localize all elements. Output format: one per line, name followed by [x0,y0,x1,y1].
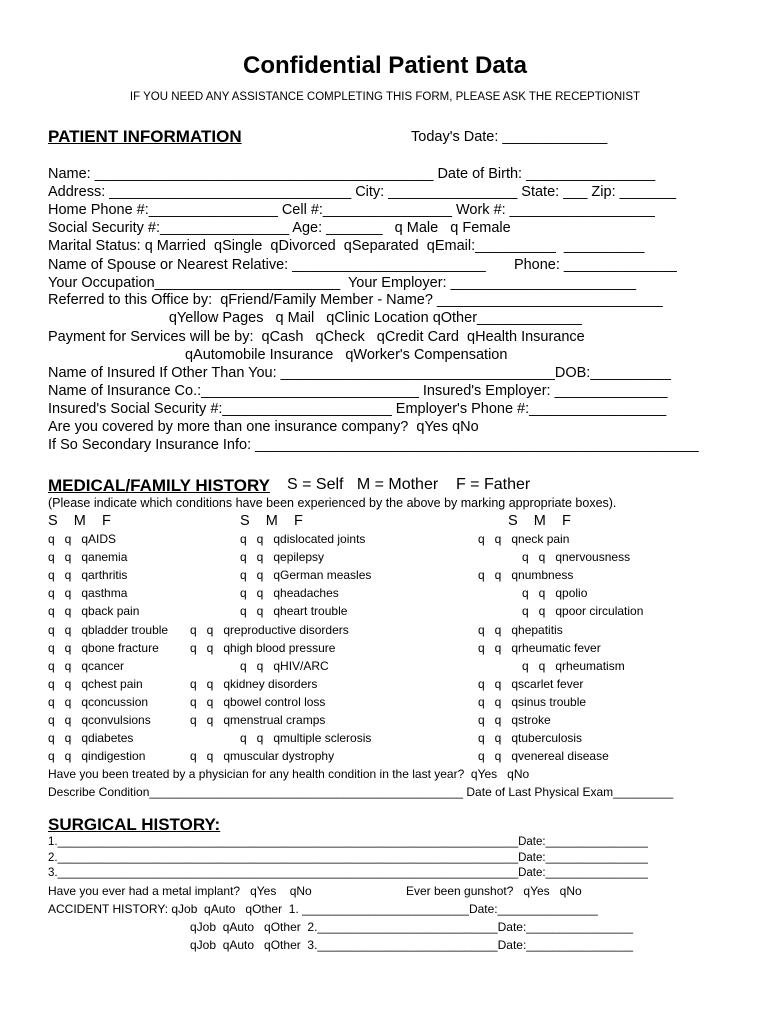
accident-line-3[interactable]: qJob qAuto qOther 3.___________________________Date:________________ [190,938,634,952]
spouse-relative-line[interactable]: Name of Spouse or Nearest Relative: ________________________ Phone: ______________ [48,257,677,273]
condition-checkbox-group[interactable]: q q qAIDS [48,532,117,546]
accident-line-2[interactable]: qJob qAuto qOther 2.___________________________Date:________________ [190,920,634,934]
condition-checkbox-group[interactable]: q q qdiabetes [48,731,134,746]
patient-info-heading: PATIENT INFORMATION [48,127,242,146]
describe-condition-line[interactable]: Describe Condition_______________________________________________ Date of Last Physical Exam_________ [48,785,674,799]
condition-checkbox-group[interactable]: q q qconcussion [48,694,149,709]
condition-checkbox-group[interactable]: q q qchest pain [48,676,143,691]
condition-checkbox-group[interactable]: q q qreproductive disorders [190,622,349,637]
payment-line[interactable]: Payment for Services will be by: qCash qCheck qCredit Card qHealth Insurance [48,329,585,345]
ssn-age-sex-line[interactable]: Social Security #:________________ Age: _______ q Male q Female [48,220,511,236]
secondary-insurance-line[interactable]: If So Secondary Insurance Info: _______________________________________________________ [48,437,699,453]
payment-options-line[interactable]: qAutomobile Insurance qWorker's Compensation [48,347,508,363]
accident-line-1[interactable]: ACCIDENT HISTORY: qJob qAuto qOther 1. _________________________Date:_______________ [48,902,598,916]
condition-checkbox-group[interactable]: q q qsinus trouble [478,694,587,709]
col-headers-1: S M F [48,513,111,529]
condition-checkbox-group[interactable]: q q qepilepsy [240,550,325,565]
condition-checkbox-group[interactable]: q q qdislocated joints [240,532,366,546]
surgery-line-2[interactable]: 2.________________________________________________________________________Date:________________ [48,852,648,864]
condition-checkbox-group[interactable]: q q qrheumatism [522,658,625,673]
condition-checkbox-group[interactable]: q q qcancer [48,658,125,673]
todays-date-field[interactable]: Today's Date: _____________ [411,129,608,145]
marital-status-line[interactable]: Marital Status: q Married qSingle qDivorced qSeparated qEmail:__________ __________ [48,238,645,254]
condition-checkbox-group[interactable]: q q qneck pain [478,532,570,546]
condition-checkbox-group[interactable]: q q qheart trouble [240,604,348,619]
condition-checkbox-group[interactable]: q q qbone fracture [48,640,159,655]
condition-checkbox-group[interactable]: q q qrheumatic fever [478,640,601,655]
condition-checkbox-group[interactable]: q q qconvulsions [48,713,151,727]
page-subtitle: IF YOU NEED ANY ASSISTANCE COMPLETING THIS FORM, PLEASE ASK THE RECEPTIONIST [129,91,641,103]
medical-history-heading: MEDICAL/FAMILY HISTORY [48,476,270,495]
condition-checkbox-group[interactable]: q q qnumbness [478,568,574,583]
condition-checkbox-group[interactable]: q q qpoor circulation [522,604,644,619]
phones-line[interactable]: Home Phone #:________________ Cell #:________________ Work #: __________________ [48,202,655,218]
referred-by-line[interactable]: Referred to this Office by: qFriend/Family Member - Name? ____________________________ [48,292,663,308]
name-dob-line[interactable]: Name: __________________________________________ Date of Birth: ________________ [48,166,656,182]
condition-checkbox-group[interactable]: q q qGerman measles [240,568,372,583]
condition-checkbox-group[interactable]: q q qscarlet fever [478,676,584,691]
page-title: Confidential Patient Data [242,52,528,79]
condition-checkbox-group[interactable]: q q qhepatitis [478,622,563,637]
referred-options-line[interactable]: qYellow Pages q Mail qClinic Location qOther_____________ [48,310,582,326]
surgery-line-3[interactable]: 3.________________________________________________________________________Date:________________ [48,867,648,879]
condition-checkbox-group[interactable]: q q qheadaches [240,586,339,601]
condition-checkbox-group[interactable]: q q qkidney disorders [190,676,318,691]
metal-implant-question[interactable]: Have you ever had a metal implant? qYes qNo [48,884,312,898]
condition-checkbox-group[interactable]: q q qindigestion [48,749,146,764]
condition-checkbox-group[interactable]: q q qpolio [522,586,588,601]
condition-checkbox-group[interactable]: q q qtuberculosis [478,731,583,746]
condition-checkbox-group[interactable]: q q qstroke [478,713,551,727]
surgery-line-1[interactable]: 1.________________________________________________________________________Date:________________ [48,836,648,848]
medical-instruction: (Please indicate which conditions have been experienced by the above by marking appropriate boxes). [48,496,617,510]
gunshot-question[interactable]: Ever been gunshot? qYes qNo [406,884,582,898]
insured-name-line[interactable]: Name of Insured If Other Than You: __________________________________DOB:__________ [48,365,671,381]
multiple-insurance-line[interactable]: Are you covered by more than one insurance company? qYes qNo [48,419,479,435]
col-headers-2: S M F [240,513,303,529]
medical-legend: S = Self M = Mother F = Father [287,476,531,493]
condition-checkbox-group[interactable]: q q qasthma [48,586,128,601]
insured-ssn-line[interactable]: Insured's Social Security #:_____________________ Employer's Phone #:_________________ [48,401,667,417]
condition-checkbox-group[interactable]: q q qanemia [48,550,128,565]
condition-checkbox-group[interactable]: q q qarthritis [48,568,128,583]
condition-checkbox-group[interactable]: q q qnervousness [522,550,631,565]
condition-checkbox-group[interactable]: q q qmultiple sclerosis [240,731,372,746]
treated-last-year-line[interactable]: Have you been treated by a physician for any health condition in the last year? qYes qNo [48,767,530,781]
condition-checkbox-group[interactable]: q q qmenstrual cramps [190,713,326,727]
occupation-line[interactable]: Your Occupation_______________________ Your Employer: _______________________ [48,275,637,291]
condition-checkbox-group[interactable]: q q qbowel control loss [190,694,326,709]
condition-checkbox-group[interactable]: q q qbladder trouble [48,622,169,637]
condition-checkbox-group[interactable]: q q qmuscular dystrophy [190,749,335,764]
condition-checkbox-group[interactable]: q q qhigh blood pressure [190,640,336,655]
surgical-history-heading: SURGICAL HISTORY: [48,815,221,834]
col-headers-3: S M F [508,513,571,529]
insurance-co-line[interactable]: Name of Insurance Co.:___________________________ Insured's Employer: ______________ [48,383,668,399]
condition-checkbox-group[interactable]: q q qvenereal disease [478,749,609,764]
address-line[interactable]: Address: ______________________________ City: ________________ State: ___ Zip: _______ [48,184,677,200]
condition-checkbox-group[interactable]: q q qback pain [48,604,140,619]
condition-checkbox-group[interactable]: q q qHIV/ARC [240,658,329,673]
